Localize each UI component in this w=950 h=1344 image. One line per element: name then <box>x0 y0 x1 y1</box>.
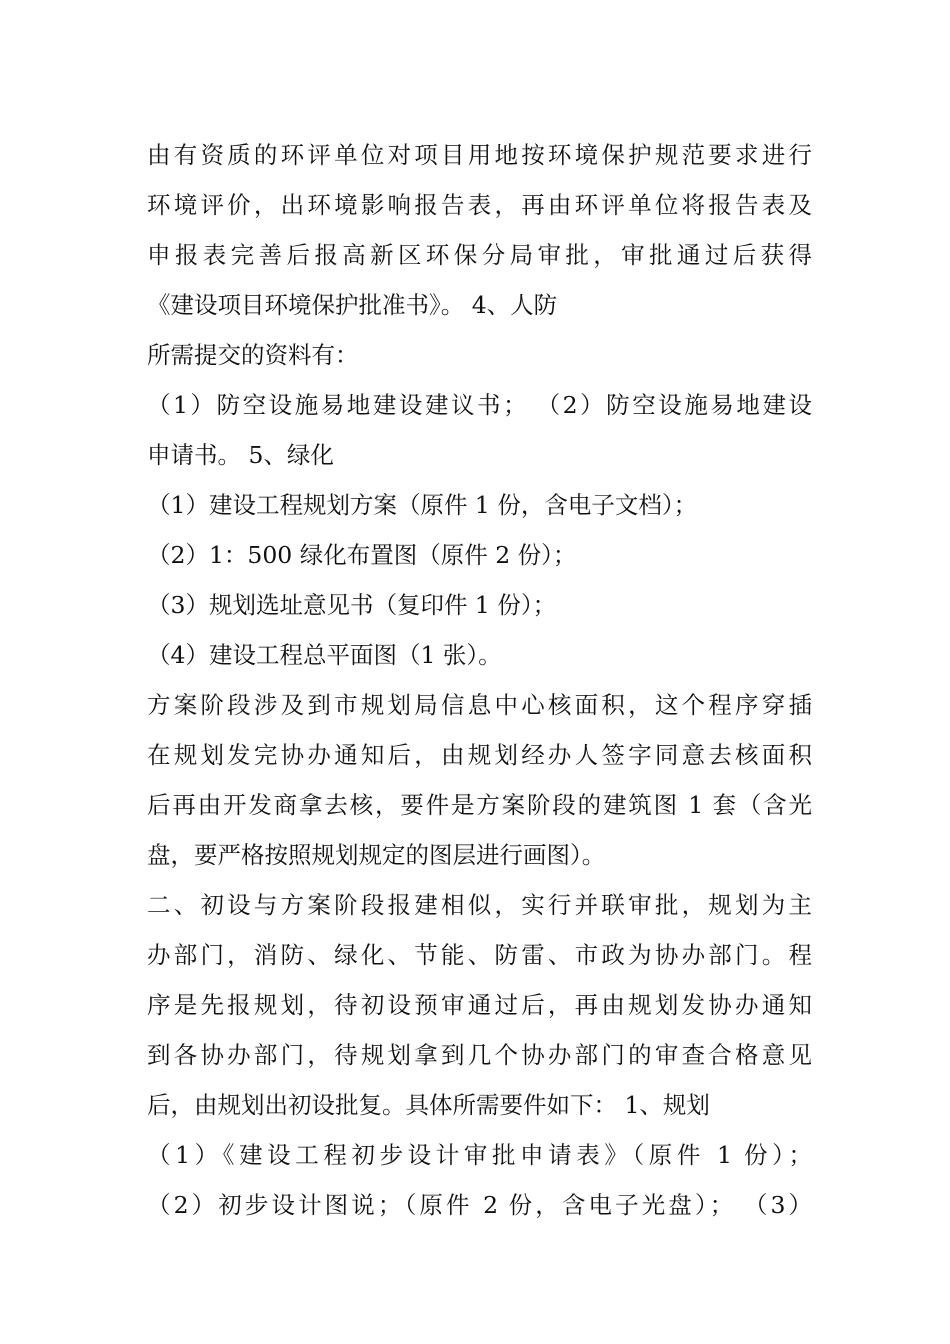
text-line: 办部门，消防、绿化、节能、防雷、市政为协办部门。程 <box>147 941 812 969</box>
text-line: 到各协办部门，待规划拿到几个协办部门的审查合格意见 <box>147 1041 812 1069</box>
text-line: 序是先报规划，待初设预审通过后，再由规划发协办通知 <box>147 991 812 1019</box>
text-line: 后再由开发商拿去核，要件是方案阶段的建筑图 1 套（含光 <box>147 791 812 819</box>
text-line: （2）初步设计图说；（原件 2 份，含电子光盘）； （3） <box>147 1191 812 1219</box>
text-line: 所需提交的资料有： <box>147 341 359 369</box>
text-line: 环境评价，出环境影响报告表，再由环评单位将报告表及 <box>147 191 812 219</box>
text-line: （4）建设工程总平面图（1 张）。 <box>147 641 502 669</box>
text-line: （2）1：500 绿化布置图（原件 2 份）； <box>147 541 577 569</box>
text-line: 二、初设与方案阶段报建相似，实行并联审批，规划为主 <box>147 891 812 919</box>
text-line: （3）规划选址意见书（复印件 1 份）； <box>147 591 557 619</box>
text-line: 由有资质的环评单位对项目用地按环境保护规范要求进行 <box>147 141 812 169</box>
text-line: （1）防空设施易地建设建议书； （2）防空设施易地建设 <box>147 391 812 419</box>
text-line: 申请书。 5、绿化 <box>147 441 334 469</box>
text-line: 盘，要严格按照规划规定的图层进行画图）。 <box>147 841 606 869</box>
text-line: （1）建设工程规划方案（原件 1 份，含电子文档）； <box>147 491 698 519</box>
text-line: 《建设项目环境保护批准书》。 4、人防 <box>147 291 558 319</box>
text-line: 方案阶段涉及到市规划局信息中心核面积，这个程序穿插 <box>147 691 812 719</box>
text-line: （1）《建设工程初步设计审批申请表》（原件 1 份）； <box>147 1141 812 1169</box>
document-body <box>147 130 812 1230</box>
text-line: 申报表完善后报高新区环保分局审批，审批通过后获得 <box>147 241 812 269</box>
text-line: 在规划发完协办通知后，由规划经办人签字同意去核面积 <box>147 741 812 769</box>
text-line: 后，由规划出初设批复。具体所需要件如下： 1、规划 <box>147 1091 710 1119</box>
